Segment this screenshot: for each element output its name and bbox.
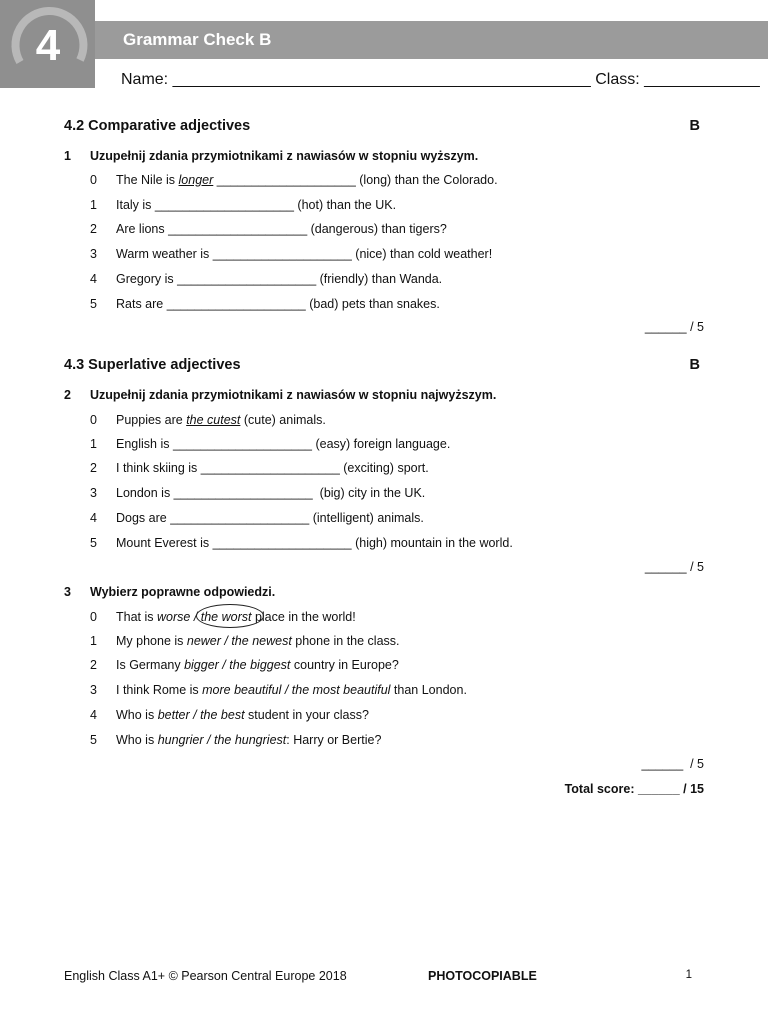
item-text-after: (cute) animals. <box>240 413 326 427</box>
unit-circle-icon <box>0 0 95 88</box>
item-text-after: ____________________ (long) than the Colorado. <box>213 173 498 187</box>
exercise-number: 1 <box>64 149 71 163</box>
item-text-after: student in your class? <box>244 708 369 722</box>
page-title: Grammar Check B <box>123 30 272 49</box>
item-number: 3 <box>90 683 97 697</box>
item-text-before: Who is <box>116 708 158 722</box>
item-text-after: place in the world! <box>251 610 356 624</box>
item-text-before: Is Germany <box>116 658 185 672</box>
item-text-before: Who is <box>116 733 158 747</box>
footer-copyright: English Class A1+ © Pearson Central Europe 2018 <box>64 969 347 983</box>
item-text-after: phone in the class. <box>291 634 400 648</box>
item-text <box>116 413 326 427</box>
item-number: 0 <box>90 413 97 427</box>
answer-options: worse / the worst <box>157 610 252 624</box>
item-text: London is ____________________ (big) city in the UK. <box>116 486 426 500</box>
section-score: ______ / 5 <box>644 320 704 334</box>
item-number: 5 <box>90 536 97 550</box>
exercise-number: 3 <box>64 585 71 599</box>
item-text <box>116 658 399 672</box>
item-text-before: My phone is <box>116 634 187 648</box>
example-answer: the cutest <box>186 413 241 427</box>
item-number: 2 <box>90 658 97 672</box>
item-text-before: I think Rome is <box>116 683 203 697</box>
item-number: 3 <box>90 247 97 261</box>
item-text-after: country in Europe? <box>290 658 399 672</box>
item-number: 5 <box>90 733 97 747</box>
item-number: 1 <box>90 198 97 212</box>
item-number: 2 <box>90 222 97 236</box>
name-class-line: Name: _______________________________________________ Class: _____________ <box>121 71 760 88</box>
item-text: Rats are ____________________ (bad) pets than snakes. <box>116 297 440 311</box>
header-bar <box>95 21 768 59</box>
footer-photocopiable: PHOTOCOPIABLE <box>428 969 537 983</box>
item-text <box>116 708 369 722</box>
item-number: 1 <box>90 634 97 648</box>
page-number: 1 <box>685 969 692 981</box>
item-number: 0 <box>90 610 97 624</box>
level-badge: B <box>689 357 700 373</box>
section-heading-comparative <box>64 118 704 134</box>
item-text: Gregory is ____________________ (friendly) than Wanda. <box>116 272 443 286</box>
unit-badge <box>0 0 95 88</box>
section-title: 4.3 Superlative adjectives <box>64 357 241 373</box>
section-heading-superlative <box>64 357 704 373</box>
item-text-before: That is <box>116 610 157 624</box>
instruction-text: Uzupełnij zdania przymiotnikami z nawiasów w stopniu wyższym. <box>90 149 479 163</box>
item-text-before: Puppies are <box>116 413 187 427</box>
level-badge: B <box>689 118 700 134</box>
section-score: ______ / 5 <box>641 757 704 771</box>
item-text: Italy is ____________________ (hot) than the UK. <box>116 198 397 212</box>
item-text <box>116 733 381 747</box>
answer-options: hungrier / the hungriest <box>157 733 287 747</box>
instruction-text: Wybierz poprawne odpowiedzi. <box>90 585 276 599</box>
item-text-after: : Harry or Bertie? <box>286 733 382 747</box>
item-text: I think skiing is ____________________ (exciting) sport. <box>116 461 429 475</box>
list-item <box>90 297 700 339</box>
total-score: Total score: ______ / 15 <box>564 782 704 796</box>
section-title: 4.2 Comparative adjectives <box>64 118 251 134</box>
item-text <box>116 173 498 187</box>
item-text: English is ____________________ (easy) foreign language. <box>116 437 451 451</box>
item-text <box>116 683 467 697</box>
item-text: Mount Everest is ____________________ (high) mountain in the world. <box>116 536 513 550</box>
item-number: 5 <box>90 297 97 311</box>
item-text-after: than London. <box>390 683 467 697</box>
item-number: 0 <box>90 173 97 187</box>
section-score: ______ / 5 <box>644 560 704 574</box>
item-number: 2 <box>90 461 97 475</box>
item-text-before: The Nile is <box>116 173 179 187</box>
instruction-text: Uzupełnij zdania przymiotnikami z nawiasów w stopniu najwyższym. <box>90 388 497 402</box>
list-item <box>90 733 700 775</box>
answer-options: more beautiful / the most beautiful <box>202 683 391 697</box>
list-item <box>90 536 700 578</box>
item-text: Are lions ____________________ (dangerous) than tigers? <box>116 222 447 236</box>
item-number: 4 <box>90 511 97 525</box>
item-text: Dogs are ____________________ (intelligent) animals. <box>116 511 424 525</box>
answer-options: newer / the newest <box>186 634 292 648</box>
item-number: 3 <box>90 486 97 500</box>
unit-number: 4 <box>35 21 61 70</box>
item-number: 1 <box>90 437 97 451</box>
answer-options: bigger / the biggest <box>184 658 291 672</box>
exercise-number: 2 <box>64 388 71 402</box>
item-number: 4 <box>90 272 97 286</box>
item-text: Warm weather is ____________________ (nice) than cold weather! <box>116 247 493 261</box>
answer-options: better / the best <box>157 708 245 722</box>
example-answer: longer <box>178 173 214 187</box>
item-text <box>116 634 400 648</box>
item-number: 4 <box>90 708 97 722</box>
example-answer-circle <box>196 604 264 628</box>
